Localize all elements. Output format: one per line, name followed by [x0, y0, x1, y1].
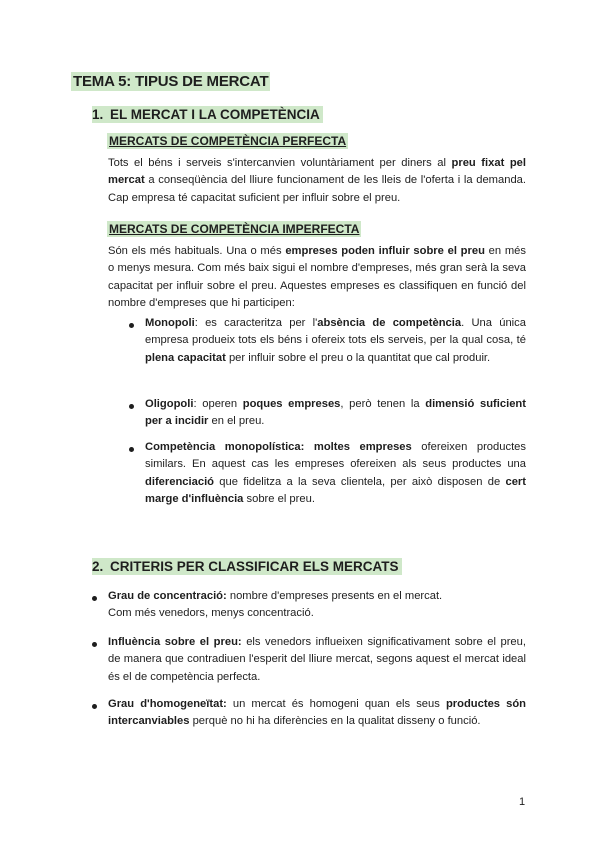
text: en més o menys mesura. Com més baix sigui el nombre d'empreses, més gran serà la seva capacitat per influir sobre el preu. Aquestes empreses es classifiquen en funció del nombre d'empreses que hi participen: [108, 245, 526, 310]
list-item-grau-concentracio [108, 588, 526, 623]
section-1-title: EL MERCAT I LA COMPETÈNCIA [110, 107, 320, 122]
perfect-competition-paragraph [108, 155, 526, 207]
text: : es caracteritza per l' [194, 317, 318, 329]
section-2-heading [92, 558, 402, 575]
list-item-grau-homogeneitat [108, 696, 526, 731]
text: Tots el béns i serveis s'intercanvien voluntàriament per diners al [108, 157, 452, 169]
page-number: 1 [519, 796, 526, 808]
section-2-title: CRITERIS PER CLASSIFICAR ELS MERCATS [110, 559, 399, 574]
text: Són els més habituals. Una o més [108, 245, 286, 257]
text: que fidelitza a la seva clientela, per això disposen de [214, 475, 506, 488]
bullet-dot [129, 447, 134, 452]
bold-text: Grau de concentració: [108, 590, 227, 602]
section-1-number: 1. [92, 107, 104, 122]
bold-text: Influència sobre el preu: [108, 636, 242, 648]
imperfect-competition-heading: MERCATS DE COMPETÈNCIA IMPERFECTA [109, 222, 360, 236]
section-2-number: 2. [92, 559, 104, 574]
section-1-heading [92, 106, 323, 123]
text: els venedors influeixen significativament sobre el preu, de manera que contradiuen l'esperit del lliure mercat, segons aquest el mercat ideal és el de competència perfecta. [108, 636, 526, 683]
text: sobre el preu. [243, 493, 315, 506]
text: un mercat és homogeni quan els seus [226, 698, 446, 710]
bold-text: cert marge d'influència [145, 475, 526, 506]
list-item-competencia-monopolistica [145, 439, 526, 509]
bold-text: plena capacitat [145, 351, 226, 364]
bold-text: Oligopoli [145, 398, 194, 410]
bullet-dot [92, 704, 97, 709]
list-item-oligopoli [145, 396, 526, 431]
text: Com més venedors, menys concentració. [108, 607, 314, 620]
list-item-monopoli [145, 315, 526, 367]
perfect-competition-heading: MERCATS DE COMPETÈNCIA PERFECTA [109, 134, 347, 148]
text: perquè no hi ha diferències en la qualitat disseny o funció. [189, 715, 481, 728]
bold-text: productes són intercanviables [108, 698, 527, 728]
text: . Una única empresa produeix tots els béns i ofereix tots els serveis, per la qual cosa, té [145, 317, 526, 347]
bold-text: empreses poden influir sobre el preu [285, 245, 485, 257]
bullet-dot [92, 642, 97, 647]
text: nombre d'empreses presents en el mercat. [226, 590, 443, 602]
bullet-dot [129, 323, 134, 328]
bold-text: Competència monopolística: moltes empreses [145, 441, 412, 453]
text: : operen [193, 398, 243, 410]
imperfect-competition-paragraph [108, 243, 526, 313]
bold-text: absència de competència [317, 317, 462, 329]
page-title: TEMA 5: TIPUS DE MERCAT [73, 73, 269, 90]
text: en el preu. [208, 415, 265, 428]
bullet-dot [92, 596, 97, 601]
bold-text: Grau d'homogeneïtat: [108, 698, 227, 710]
text: ofereixen productes similars. En aquest cas les empreses ofereixen als seus productes una [145, 441, 526, 471]
bullet-dot [129, 404, 134, 409]
text: , però tenen la [340, 398, 426, 410]
bold-text: dimensió suficient per a incidir [145, 398, 526, 428]
bold-text: poques empreses [242, 398, 341, 410]
list-item-influencia-preu [108, 634, 526, 686]
text: a conseqüència del lliure funcionament de les lleis de l'oferta i la demanda. Cap empresa té capacitat suficient per influir sobre el preu. [108, 174, 526, 204]
bold-text: diferenciació [145, 475, 215, 488]
text: per influir sobre el preu o la quantitat que cal produir. [225, 351, 491, 364]
bold-text: Monopoli [145, 317, 195, 329]
bold-text: preu fixat pel mercat [108, 157, 526, 187]
